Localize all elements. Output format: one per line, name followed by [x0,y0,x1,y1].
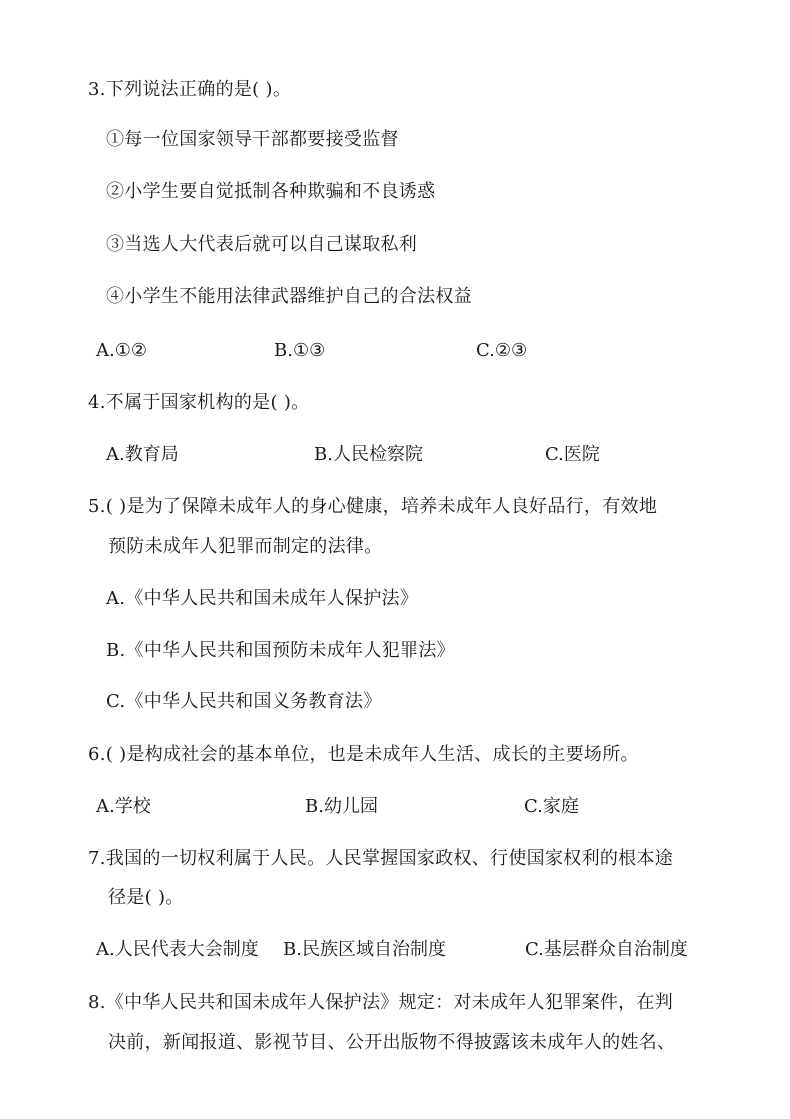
question-8-stem-line-1: 8.《中华人民共和国未成年人保护法》规定：对未成年人犯罪案件，在判 [88,992,674,1013]
question-7-option-b: B.民族区域自治制度 [283,939,446,960]
question-4-option-b: B.人民检察院 [314,444,423,465]
question-3-statement-4: ④小学生不能用法律武器维护自己的合法权益 [106,286,472,307]
question-3-option-a: A.①② [96,340,147,361]
question-4-option-c: C.医院 [545,444,600,465]
question-8-stem-line-2: 决前，新闻报道、影视节目、公开出版物不得披露该未成年人的姓名、 [108,1032,676,1053]
question-7-option-a: A.人民代表大会制度 [96,939,259,960]
question-5-option-c: C.《中华人民共和国义务教育法》 [106,691,382,712]
question-3-option-b: B.①③ [274,340,326,361]
question-5-stem-line-2: 预防未成年人犯罪而制定的法律。 [108,536,383,557]
question-6-option-c: C.家庭 [524,796,579,817]
question-5-stem-line-1: 5.( )是为了保障未成年人的身心健康，培养未成年人良好品行，有效地 [88,496,658,517]
question-3-statement-1: ①每一位国家领导干部都要接受监督 [106,129,399,150]
question-6-option-b: B.幼儿园 [305,796,378,817]
question-5-option-b: B.《中华人民共和国预防未成年人犯罪法》 [106,640,455,661]
question-5-option-a: A.《中华人民共和国未成年人保护法》 [106,588,419,609]
question-7-stem-line-1: 7.我国的一切权利属于人民。人民掌握国家政权、行使国家权利的根本途 [88,848,674,869]
question-3-statement-3: ③当选人大代表后就可以自己谋取私利 [106,234,418,255]
question-4-option-a: A.教育局 [106,444,179,465]
question-7-option-c: C.基层群众自治制度 [525,939,688,960]
question-7-stem-line-2: 径是( )。 [108,887,184,908]
question-4-stem: 4.不属于国家机构的是( )。 [88,392,310,413]
question-3-stem: 3.下列说法正确的是( )。 [88,79,292,100]
question-3-option-c: C.②③ [476,340,528,361]
question-3-statement-2: ②小学生要自觉抵制各种欺骗和不良诱惑 [106,181,436,202]
question-6-stem: 6.( )是构成社会的基本单位，也是未成年人生活、成长的主要场所。 [88,744,639,765]
question-6-option-a: A.学校 [96,796,151,817]
